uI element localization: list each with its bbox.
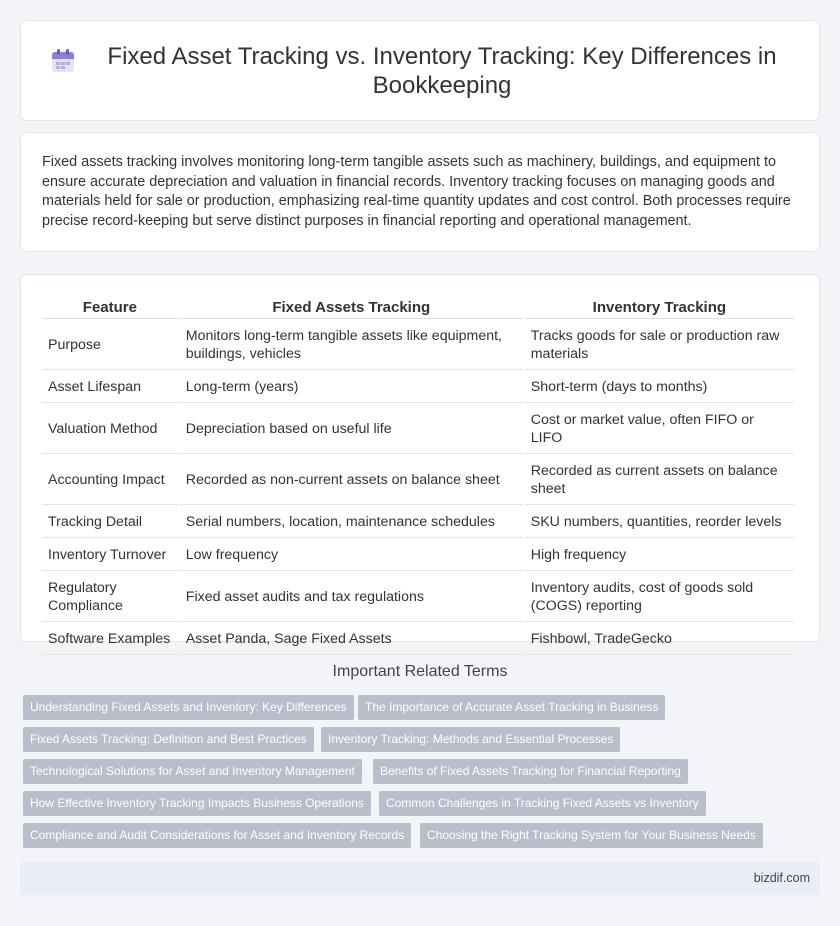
- row-fixed-assets: Asset Panda, Sage Fixed Assets: [180, 624, 523, 655]
- row-inventory: Cost or market value, often FIFO or LIFO: [525, 405, 794, 454]
- site-name[interactable]: bizdif.com: [753, 871, 810, 885]
- row-fixed-assets: Low frequency: [180, 540, 523, 571]
- row-fixed-assets: Serial numbers, location, maintenance schedules: [180, 507, 523, 538]
- related-tag[interactable]: Choosing the Right Tracking System for Your Business Needs: [420, 823, 763, 848]
- row-feature: Inventory Turnover: [42, 540, 178, 571]
- row-fixed-assets: Recorded as non-current assets on balance sheet: [180, 456, 523, 505]
- calendar-icon: [50, 48, 76, 74]
- intro-card: [20, 132, 820, 252]
- row-inventory: Short-term (days to months): [525, 372, 794, 403]
- row-fixed-assets: Depreciation based on useful life: [180, 405, 523, 454]
- row-inventory: High frequency: [525, 540, 794, 571]
- table-header-row: [42, 295, 794, 319]
- table-row: [42, 321, 794, 370]
- comparison-table: [40, 293, 796, 657]
- related-tag[interactable]: Understanding Fixed Assets and Inventory: Key Differences: [23, 695, 354, 720]
- related-tag[interactable]: The Importance of Accurate Asset Tracking in Business: [358, 695, 665, 720]
- related-tag[interactable]: How Effective Inventory Tracking Impacts Business Operations: [23, 791, 371, 816]
- row-feature: Purpose: [42, 321, 178, 370]
- intro-text: Fixed assets tracking involves monitoring long-term tangible assets such as machinery, buildings, and equipment to ensure accurate depreciation and valuation in financial records. Inventory tracking focuses on managing goods and materials held for sale or production, emphasizing real-time quantity updates and cost control. Both processes require precise record-keeping but serve distinct purposes in financial reporting and operational management.: [42, 154, 791, 229]
- related-tag[interactable]: Inventory Tracking: Methods and Essential Processes: [321, 727, 620, 752]
- table-row: [42, 372, 794, 403]
- row-feature: Asset Lifespan: [42, 372, 178, 403]
- row-feature: Valuation Method: [42, 405, 178, 454]
- row-inventory: Recorded as current assets on balance sheet: [525, 456, 794, 505]
- related-tag[interactable]: Fixed Assets Tracking: Definition and Best Practices: [23, 727, 314, 752]
- page-title: Fixed Asset Tracking vs. Inventory Tracking: Key Differences in Bookkeeping: [107, 42, 777, 99]
- related-tag[interactable]: Benefits of Fixed Assets Tracking for Financial Reporting: [373, 759, 688, 784]
- table-row: [42, 507, 794, 538]
- related-tag[interactable]: Common Challenges in Tracking Fixed Assets vs Inventory: [379, 791, 706, 816]
- table-row: [42, 540, 794, 571]
- header-fixed-assets: Fixed Assets Tracking: [180, 295, 523, 319]
- header-inventory: Inventory Tracking: [525, 295, 794, 319]
- table-row: [42, 573, 794, 622]
- row-inventory: Inventory audits, cost of goods sold (COGS) reporting: [525, 573, 794, 622]
- related-tag[interactable]: Technological Solutions for Asset and Inventory Management: [23, 759, 362, 784]
- related-terms-title: Important Related Terms: [332, 663, 508, 680]
- header-card: [20, 20, 820, 121]
- table-row: [42, 624, 794, 655]
- table-row: [42, 456, 794, 505]
- comparison-card: [20, 274, 820, 647]
- row-fixed-assets: Long-term (years): [180, 372, 523, 403]
- row-inventory: Fishbowl, TradeGecko: [525, 624, 794, 655]
- row-inventory: Tracks goods for sale or production raw materials: [525, 321, 794, 370]
- related-tag[interactable]: Compliance and Audit Considerations for Asset and Inventory Records: [23, 823, 411, 848]
- footer: [20, 862, 820, 895]
- table-row: [42, 405, 794, 454]
- row-fixed-assets: Fixed asset audits and tax regulations: [180, 573, 523, 622]
- row-inventory: SKU numbers, quantities, reorder levels: [525, 507, 794, 538]
- row-feature: Accounting Impact: [42, 456, 178, 505]
- row-fixed-assets: Monitors long-term tangible assets like equipment, buildings, vehicles: [180, 321, 523, 370]
- row-feature: Software Examples: [42, 624, 178, 655]
- row-feature: Regulatory Compliance: [42, 573, 178, 622]
- row-feature: Tracking Detail: [42, 507, 178, 538]
- header-feature: Feature: [42, 295, 178, 319]
